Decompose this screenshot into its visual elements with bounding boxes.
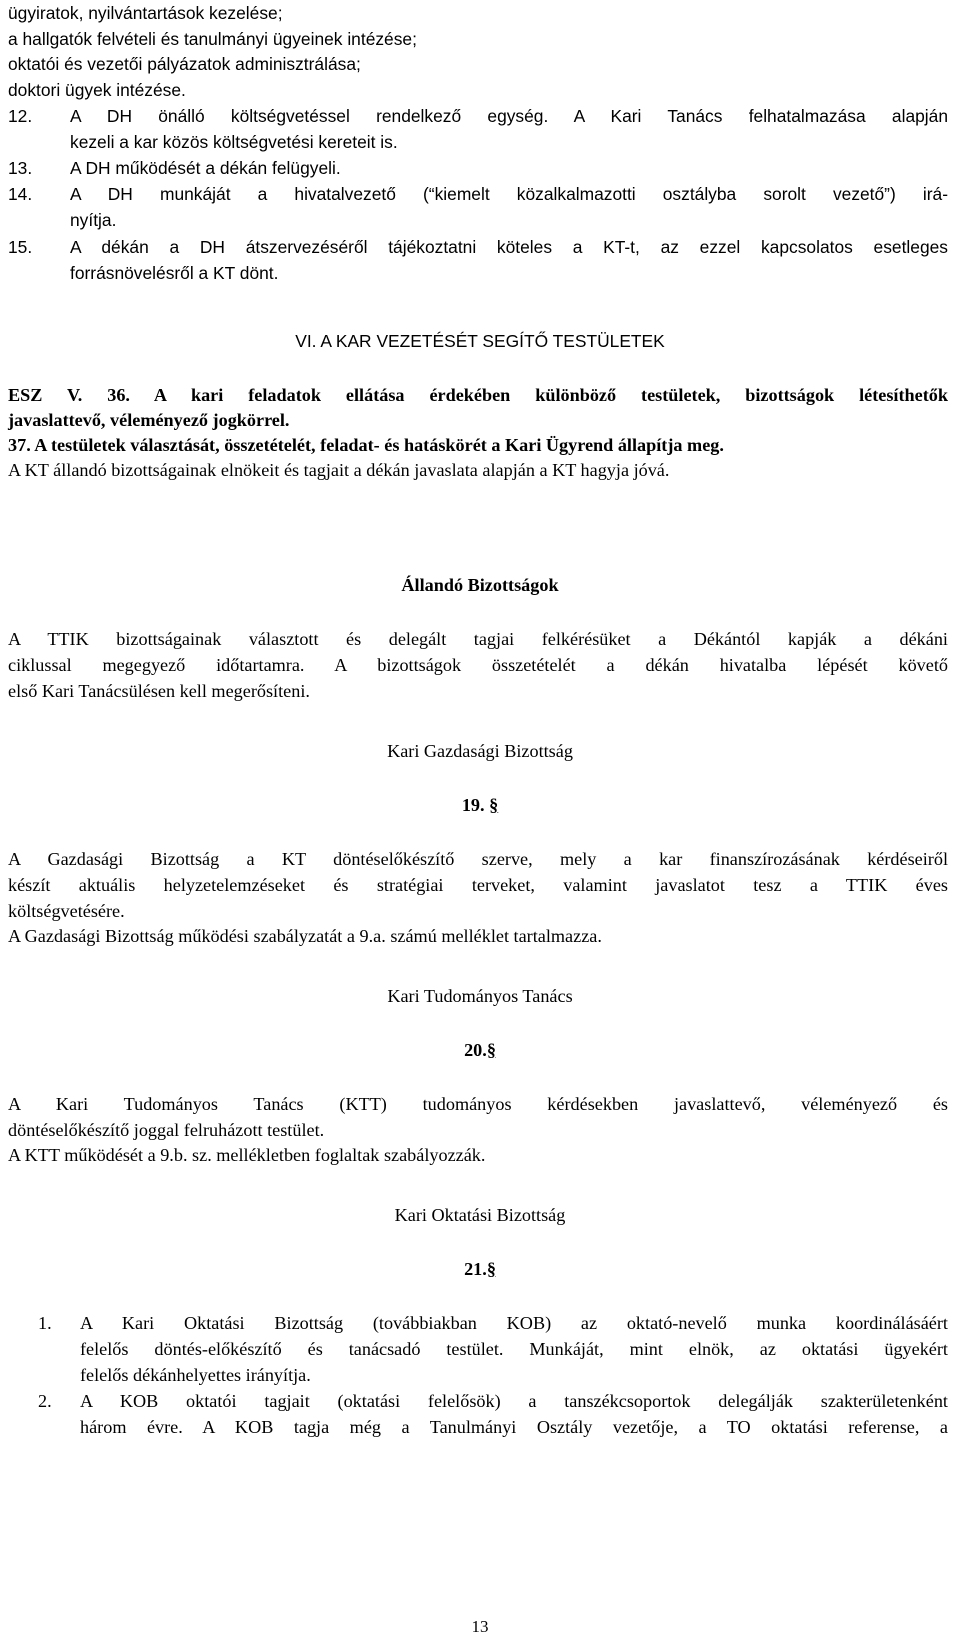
item-number: 12.	[8, 106, 33, 126]
list-line: doktori ügyek intézése.	[8, 80, 186, 100]
list-item-number: 2.	[38, 1391, 52, 1411]
list-line: oktatói és vezetői pályázatok adminisztrálása;	[8, 54, 361, 74]
item-text: forrásnövelésről a KT dönt.	[70, 263, 279, 283]
item-text: A DH munkáját a hivatalvezető (“kiemelt közalkalmazotti osztályba sorolt vezető”) irá-	[70, 184, 948, 204]
paragraph-line: ciklussal megegyező időtartamra. A bizottságok összetételét a dékán hivatalba lépését követő	[8, 655, 948, 675]
list-item-text: A Kari Oktatási Bizottság (továbbiakban KOB) az oktató-nevelő munka koordinálásáért	[80, 1313, 948, 1333]
paragraph-line: költségvetésére.	[8, 901, 125, 921]
item-text: A DH önálló költségvetéssel rendelkező egység. A Kari Tanács felhatalmazása alapján	[70, 106, 948, 126]
section-sign: §	[486, 1259, 496, 1279]
paragraph-num: 19.	[461, 795, 485, 815]
list-item-text: felelős döntés-előkészítő és tanácsadó testület. Munkáját, mint elnök, az oktatási ügyekért	[80, 1339, 948, 1359]
list-item-text: három évre. A KOB tagja még a Tanulmányi Osztály vezetője, a TO oktatási referense, a	[80, 1417, 948, 1437]
esz-text: A KT állandó bizottságainak elnökeit és tagjait a dékán javaslata alapján a KT hagyja jóvá.	[8, 460, 670, 480]
list-item-text: felelős dékánhelyettes irányítja.	[80, 1365, 311, 1385]
paragraph-number	[0, 794, 960, 816]
paragraph-line: A Gazdasági Bizottság a KT döntéselőkészítő szerve, mely a kar finanszírozásának kérdéseiről	[8, 849, 948, 869]
paragraph-line: A KTT működését a 9.b. sz. mellékletben foglaltak szabályozzák.	[8, 1145, 486, 1165]
item-text: nyítja.	[70, 210, 117, 230]
heading-tudomanyos: Kari Tudományos Tanács	[387, 986, 573, 1006]
esz-text: ESZ V. 36. A kari feladatok ellátása érdekében különböző testületek, bizottságok létesíthetők	[8, 385, 948, 405]
paragraph-line: A TTIK bizottságainak választott és delegált tagjai felkérésüket a Dékántól kapják a dékáni	[8, 629, 948, 649]
item-text: A dékán a DH átszervezéséről tájékoztatni köteles a KT-t, az ezzel kapcsolatos esetleges	[70, 237, 948, 257]
paragraph-line: A Gazdasági Bizottság működési szabályzatát a 9.a. számú melléklet tartalmazza.	[8, 926, 602, 946]
section-sign: §	[489, 795, 499, 815]
paragraph-number	[0, 1258, 960, 1280]
list-line: ügyiratok, nyilvántartások kezelése;	[8, 3, 283, 23]
item-number: 14.	[8, 184, 33, 204]
paragraph-num: 21.	[464, 1259, 487, 1279]
list-line: a hallgatók felvételi és tanulmányi ügyeinek intézése;	[8, 29, 417, 49]
paragraph-line: készít aktuális helyzetelemzéseket és stratégiai terveket, valamint javaslatot tesz a TTIK éves	[8, 875, 948, 895]
esz-text: 37. A testületek választását, összetételét, feladat- és hatáskörét a Kari Ügyrend állapítja meg.	[8, 435, 724, 455]
page-number: 13	[471, 1617, 489, 1636]
paragraph-line: döntéselőkészítő joggal felruházott testület.	[8, 1120, 325, 1140]
item-text: kezeli a kar közös költségvetési kereteit is.	[70, 132, 398, 152]
heading-gazdasagi: Kari Gazdasági Bizottság	[387, 741, 573, 761]
list-item-number: 1.	[38, 1313, 52, 1333]
paragraph-number	[0, 1039, 960, 1061]
paragraph-line: első Kari Tanácsülésen kell megerősíteni.	[8, 681, 310, 701]
heading-oktatasi: Kari Oktatási Bizottság	[394, 1205, 566, 1225]
item-number: 15.	[8, 237, 33, 257]
heading-allando: Állandó Bizottságok	[401, 575, 559, 595]
list-item-text: A KOB oktatói tagjait (oktatási felelősök) a tanszékcsoportok delegálják szakterületenként	[80, 1391, 948, 1411]
paragraph-line: A Kari Tudományos Tanács (KTT) tudományos kérdésekben javaslattevő, véleményező és	[8, 1094, 948, 1114]
esz-text: javaslattevő, véleményező jogkörrel.	[8, 410, 290, 430]
item-number: 13.	[8, 158, 33, 178]
paragraph-num: 20.	[464, 1040, 487, 1060]
item-text: A DH működését a dékán felügyeli.	[70, 158, 341, 178]
section-sign: §	[486, 1040, 496, 1060]
section-title: VI. A KAR VEZETÉSÉT SEGÍTŐ TESTÜLETEK	[295, 331, 665, 351]
